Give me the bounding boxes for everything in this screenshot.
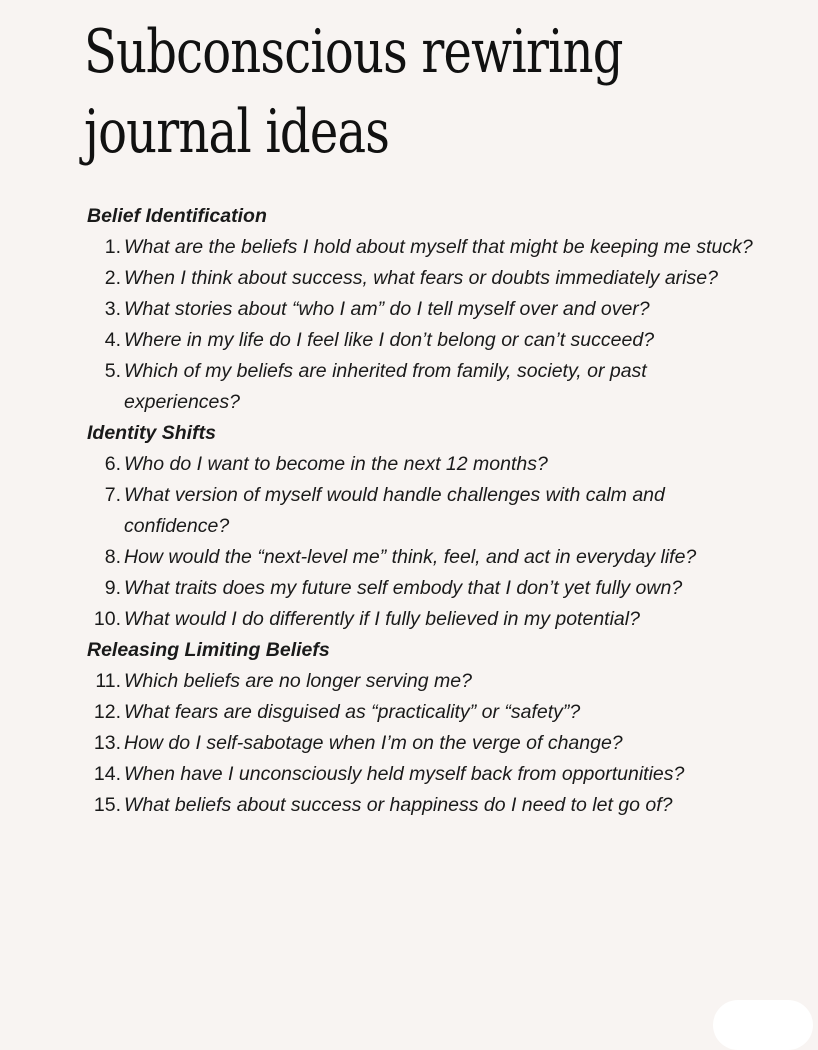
item-text: What fears are disguised as “practicality” or “safety”? <box>124 701 581 723</box>
item-number: 12. <box>93 701 121 723</box>
item-number: 5. <box>104 360 121 382</box>
question-list <box>87 232 767 418</box>
item-number: 11. <box>95 670 121 692</box>
section-heading: Belief Identification <box>87 205 267 227</box>
section-belief-identification <box>87 201 767 418</box>
item-text: What traits does my future self embody that I don’t yet fully own? <box>124 577 683 599</box>
item-number: 15. <box>93 794 121 816</box>
list-item <box>87 449 767 480</box>
section-heading: Releasing Limiting Beliefs <box>87 639 330 661</box>
list-item <box>87 294 767 325</box>
section-releasing-limiting-beliefs <box>87 635 767 821</box>
item-text: How do I self-sabotage when I’m on the verge of change? <box>124 732 623 754</box>
item-number: 10. <box>93 608 121 630</box>
list-item <box>87 325 767 356</box>
floating-bubble[interactable] <box>713 1000 813 1050</box>
item-number: 6. <box>104 453 121 475</box>
question-list <box>87 666 767 821</box>
list-item <box>87 480 767 542</box>
item-number: 9. <box>104 577 121 599</box>
list-item <box>87 790 767 821</box>
item-text: Which of my beliefs are inherited from family, society, or past experiences? <box>124 360 647 413</box>
item-text: What version of myself would handle challenges with calm and confidence? <box>124 484 665 537</box>
item-number: 7. <box>104 484 121 506</box>
section-heading: Identity Shifts <box>87 422 216 444</box>
list-item <box>87 759 767 790</box>
list-item <box>87 697 767 728</box>
question-list <box>87 449 767 635</box>
list-item <box>87 728 767 759</box>
item-text: What stories about “who I am” do I tell myself over and over? <box>124 298 650 320</box>
list-item <box>87 263 767 294</box>
item-number: 2. <box>104 267 121 289</box>
list-item <box>87 356 767 418</box>
item-text: When have I unconsciously held myself back from opportunities? <box>124 763 685 785</box>
journal-content <box>87 201 767 821</box>
item-number: 8. <box>104 546 121 568</box>
list-item <box>87 542 767 573</box>
item-text: Which beliefs are no longer serving me? <box>124 670 472 692</box>
list-item <box>87 232 767 263</box>
page-title: Subconscious rewiring journal ideas <box>84 17 623 167</box>
item-text: Who do I want to become in the next 12 months? <box>124 453 548 475</box>
item-text: What would I do differently if I fully believed in my potential? <box>124 608 640 630</box>
item-number: 4. <box>104 329 121 351</box>
item-text: What are the beliefs I hold about myself that might be keeping me stuck? <box>124 236 753 258</box>
item-number: 3. <box>104 298 121 320</box>
list-item <box>87 666 767 697</box>
item-text: What beliefs about success or happiness do I need to let go of? <box>124 794 673 816</box>
item-number: 1. <box>104 236 121 258</box>
item-text: Where in my life do I feel like I don’t belong or can’t succeed? <box>124 329 655 351</box>
item-text: When I think about success, what fears or doubts immediately arise? <box>124 267 718 289</box>
item-text: How would the “next-level me” think, feel, and act in everyday life? <box>124 546 697 568</box>
section-identity-shifts <box>87 418 767 635</box>
list-item <box>87 573 767 604</box>
item-number: 14. <box>93 763 121 785</box>
item-number: 13. <box>93 732 121 754</box>
list-item <box>87 604 767 635</box>
